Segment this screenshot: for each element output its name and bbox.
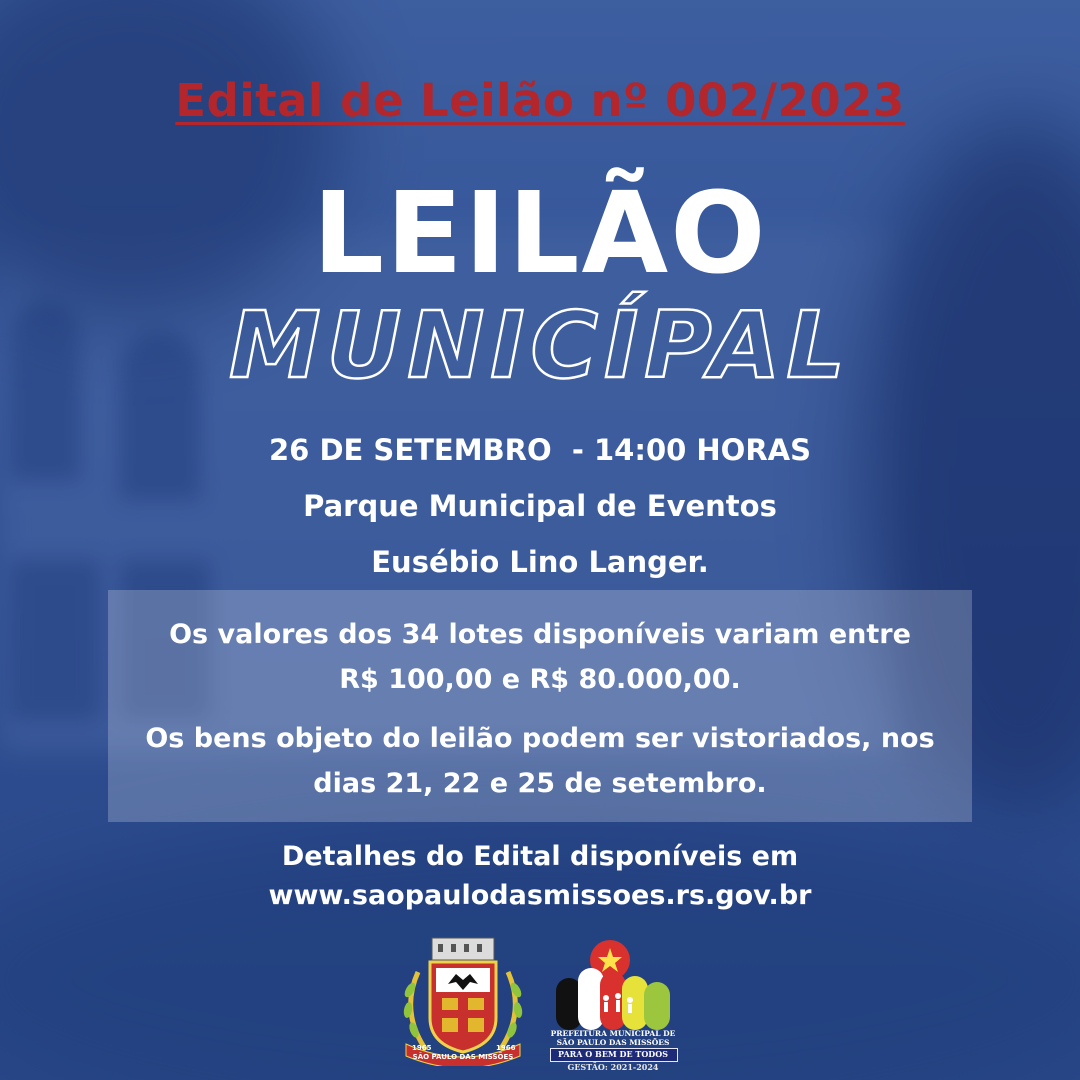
gov-logo-term: GESTÃO: 2021-2024 — [567, 1062, 659, 1072]
inspection-days-line2: dias 21, 22 e 25 de setembro. — [313, 768, 767, 799]
headline: LEILÃO — [312, 169, 768, 299]
event-date-time: 26 DE SETEMBRO - 14:00 HORAS — [269, 433, 811, 467]
svg-text:SÃO PAULO DAS MISSÕES: SÃO PAULO DAS MISSÕES — [412, 1053, 514, 1061]
inspection-days-line1: Os bens objeto do leilão podem ser vistoriados, nos — [145, 723, 935, 754]
event-venue-line1: Parque Municipal de Eventos — [303, 489, 777, 523]
info-panel — [108, 590, 972, 822]
gov-logo-line1: PREFEITURA MUNICIPAL DE — [550, 1029, 676, 1038]
gov-logo-slogan: PARA O BEM DE TODOS — [558, 1049, 668, 1059]
gov-logo-line2: SÃO PAULO DAS MISSÕES — [556, 1038, 670, 1047]
details-label: Detalhes do Edital disponíveis em — [281, 841, 799, 872]
event-venue-line2: Eusébio Lino Langer. — [371, 545, 709, 579]
svg-text:1966: 1966 — [496, 1044, 516, 1052]
prefeitura-logo — [548, 938, 678, 1074]
svg-text:1965: 1965 — [412, 1044, 432, 1052]
edital-title: Edital de Leilão nº 002/2023 — [175, 74, 905, 127]
details-url-link[interactable]: www.saopaulodasmissoes.rs.gov.br — [268, 880, 812, 911]
lots-value-range-line2: R$ 100,00 e R$ 80.000,00. — [339, 664, 741, 695]
municipal-coat-of-arms-logo — [396, 932, 530, 1066]
lots-value-range-line1: Os valores dos 34 lotes disponíveis variam entre — [169, 619, 911, 650]
subheadline: MUNICÍPAL — [228, 292, 852, 399]
